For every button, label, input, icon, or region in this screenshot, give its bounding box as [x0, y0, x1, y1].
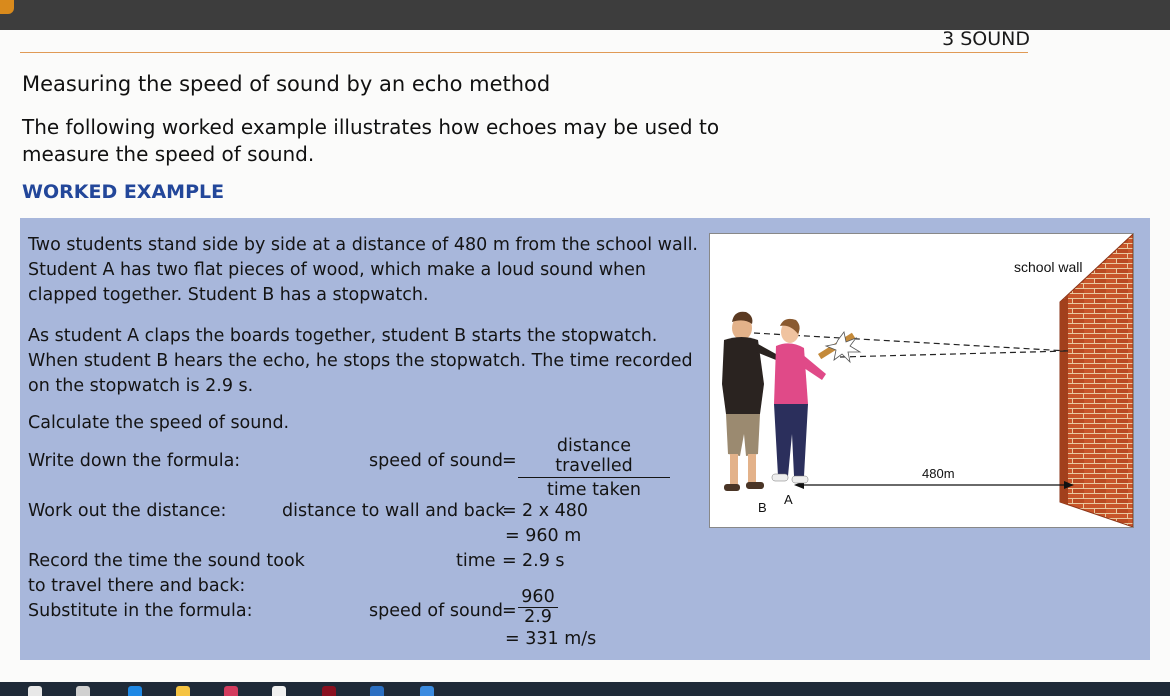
app-icon-2[interactable]	[272, 686, 286, 696]
task-view-icon[interactable]	[76, 686, 90, 696]
student-b-label: B	[758, 500, 767, 515]
header-rule	[20, 52, 1028, 53]
store-icon[interactable]	[370, 686, 384, 696]
chapter-title: 3 SOUND	[942, 30, 1030, 50]
app-icon[interactable]	[224, 686, 238, 696]
distance-rhs: 2 x 480	[522, 501, 589, 521]
worked-example-label: WORKED EXAMPLE	[22, 181, 225, 203]
example-question: Calculate the speed of sound.	[28, 413, 290, 433]
formula-lhs: speed of sound	[369, 451, 503, 471]
substitute-numerator: 960	[518, 588, 558, 608]
book-page	[0, 30, 1170, 682]
wall-label: school wall	[1014, 259, 1083, 275]
distance-result: = 960 m	[505, 526, 582, 546]
school-wall	[1060, 234, 1133, 527]
viewer-top-bar	[0, 0, 1170, 30]
time-equals: =	[502, 551, 517, 571]
substitute-fraction	[518, 588, 558, 626]
echo-illustration-svg	[710, 234, 1133, 527]
intro-paragraph: The following worked example illustrates how echoes may be used to measure the speed of sound.	[22, 115, 720, 166]
substitute-lhs: speed of sound	[369, 601, 503, 621]
student-a-figure	[772, 319, 860, 483]
time-lhs: time	[456, 551, 496, 571]
formula-step-label: Write down the formula:	[28, 451, 241, 471]
distance-label: 480m	[922, 466, 955, 481]
formula-denominator: time taken	[546, 480, 642, 500]
distance-equals: =	[502, 501, 517, 521]
corner-badge	[0, 0, 14, 14]
substitute-denominator: 2.9	[524, 607, 552, 627]
formula-fraction	[518, 436, 670, 500]
answer: = 331 m/s	[505, 629, 597, 649]
section-heading: Measuring the speed of sound by an echo method	[22, 72, 551, 96]
time-step-label-2: to travel there and back:	[28, 576, 246, 596]
student-b-figure	[722, 312, 776, 491]
example-paragraph-2: As student A claps the boards together, student B starts the stopwatch. When student B hears the echo, he stops the stopwatch. The time recorded on the stopwatch is 2.9 s.	[28, 326, 693, 396]
app-icon-3[interactable]	[322, 686, 336, 696]
student-a-label: A	[784, 492, 793, 507]
substitute-equals: =	[502, 601, 517, 621]
distance-lhs: distance to wall and back	[282, 501, 506, 521]
formula-numerator: distance travelled	[518, 436, 670, 478]
time-rhs: 2.9 s	[522, 551, 565, 571]
example-paragraph-1: Two students stand side by side at a distance of 480 m from the school wall. Student A has two flat pieces of wood, which make a loud sound when clapped together. Student B has a stopwatch.	[28, 235, 698, 305]
app-icon-4[interactable]	[420, 686, 434, 696]
distance-step-label: Work out the distance:	[28, 501, 227, 521]
echo-illustration	[709, 233, 1134, 528]
formula-equals: =	[502, 451, 517, 471]
search-icon[interactable]	[28, 686, 42, 696]
browser-icon[interactable]	[128, 686, 142, 696]
sound-path-echo	[840, 351, 1068, 357]
substitute-step-label: Substitute in the formula:	[28, 601, 253, 621]
folder-icon[interactable]	[176, 686, 190, 696]
time-step-label-1: Record the time the sound took	[28, 551, 305, 571]
